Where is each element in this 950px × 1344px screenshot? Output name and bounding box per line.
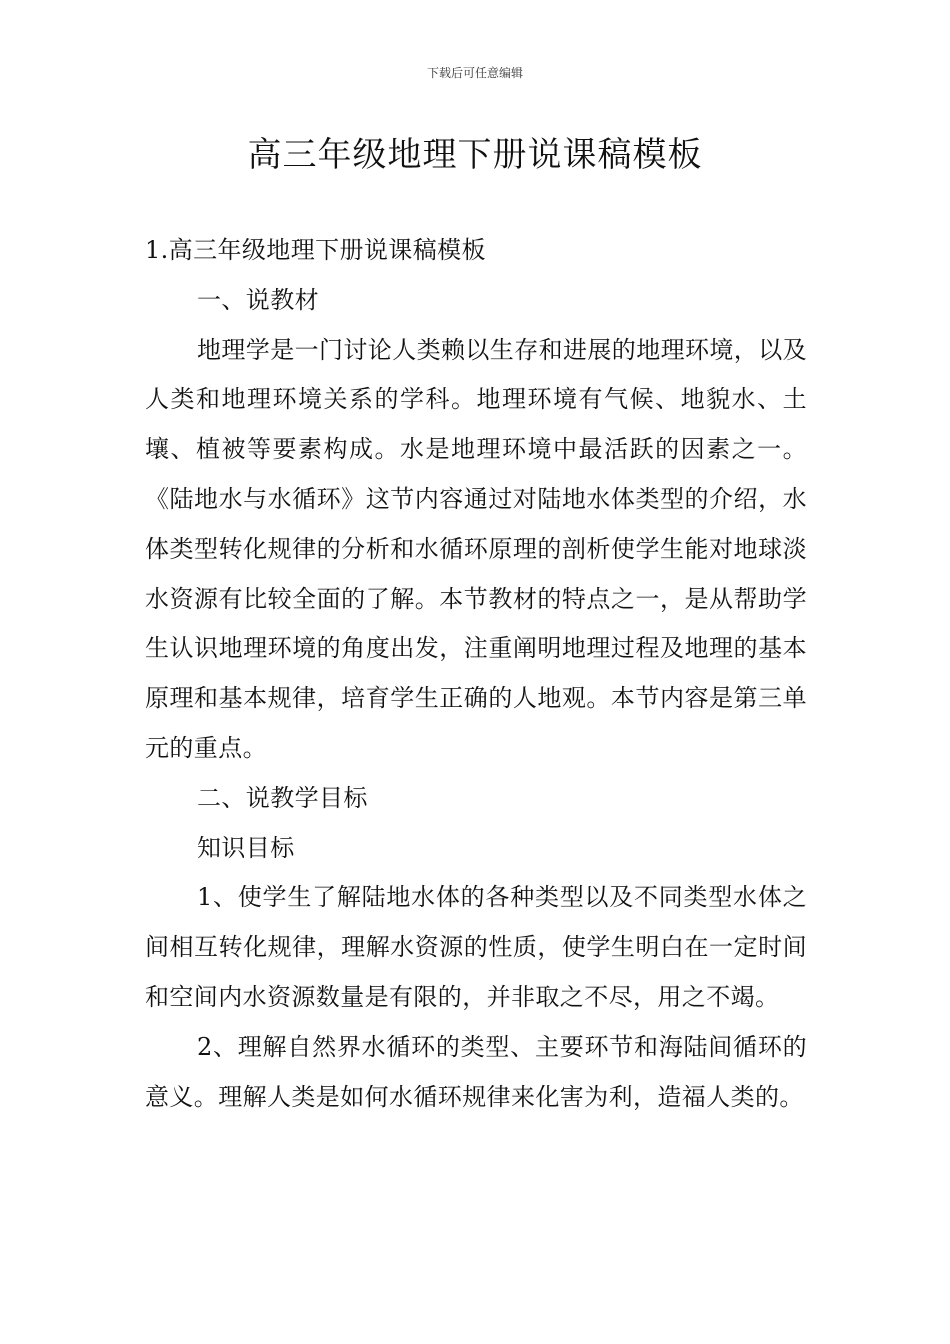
- subsection-heading: 知识目标: [197, 833, 295, 862]
- document-body: [145, 226, 807, 1122]
- paragraph: 1、使学生了解陆地水体的各种类型以及不同类型水体之间相互转化规律，理解水资源的性质，使学生明白在一定时间和空间内水资源数量是有限的，并非取之不尽，用之不竭。: [145, 883, 807, 1011]
- section-heading: 1.高三年级地理下册说课稿模板: [145, 236, 486, 264]
- subsection-heading: 一、说教材: [197, 285, 319, 314]
- document-title: 高三年级地理下册说课稿模板: [247, 135, 703, 175]
- paragraph: 地理学是一门讨论人类赖以生存和进展的地理环境，以及人类和地理环境关系的学科。地理环境有气候、地貌水、土壤、植被等要素构成。水是地理环境中最活跃的因素之一。《陆地水与水循环》这节内容通过对陆地水体类型的介绍，水体类型转化规律的分析和水循环原理的剖析使学生能对地球淡水资源有比较全面的了解。本节教材的特点之一，是从帮助学生认识地理环境的角度出发，注重阐明地理过程及地理的基本原理和基本规律，培育学生正确的人地观。本节内容是第三单元的重点。: [145, 335, 807, 762]
- subsection-heading: 二、说教学目标: [197, 783, 368, 812]
- paragraph: 2、理解自然界水循环的类型、主要环节和海陆间循环的意义。理解人类是如何水循环规律来化害为利，造福人类的。: [145, 1032, 807, 1111]
- header-note: 下载后可任意编辑: [426, 66, 523, 80]
